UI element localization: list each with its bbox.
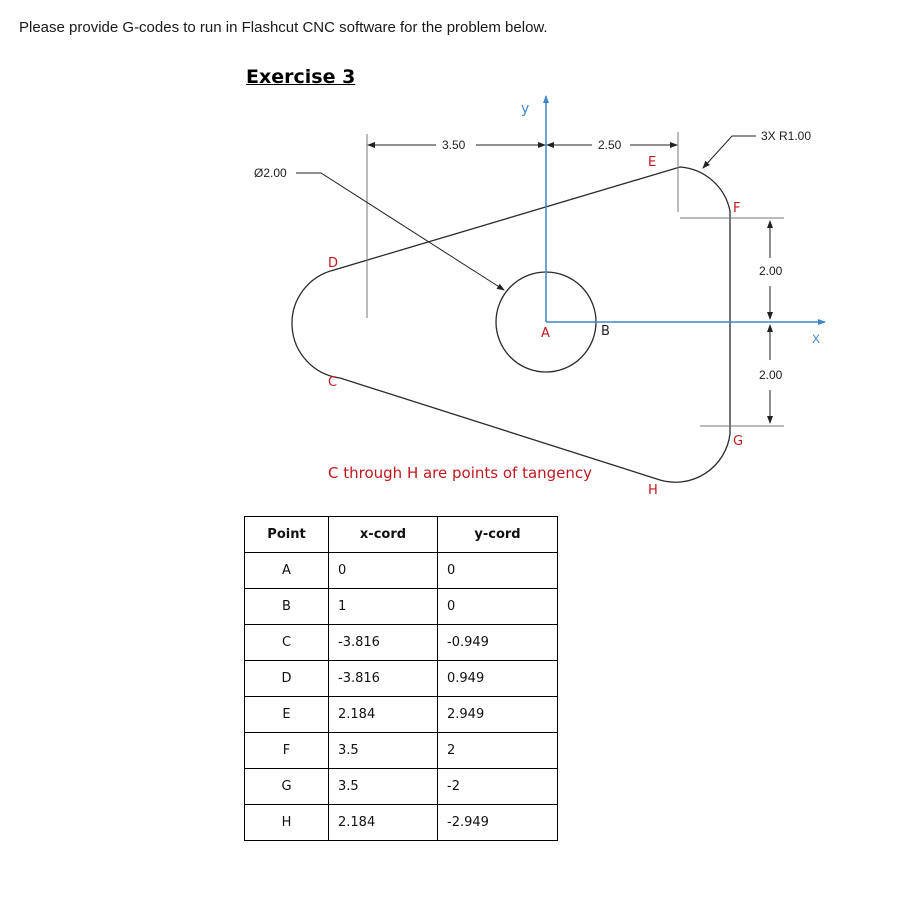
part-outline [292, 167, 730, 482]
point-label-b: B [601, 324, 610, 339]
point-cell: A [245, 553, 329, 589]
x-cell: -3.816 [329, 661, 438, 697]
header-y-cord: y-cord [438, 517, 558, 553]
point-label-g: G [733, 434, 744, 449]
x-cell: -3.816 [329, 625, 438, 661]
table-row [245, 697, 558, 733]
table-row [245, 769, 558, 805]
y-cell: 0 [438, 589, 558, 625]
point-cell: G [245, 769, 329, 805]
y-cell: -2 [438, 769, 558, 805]
table-row [245, 625, 558, 661]
x-cell: 2.184 [329, 697, 438, 733]
table-header-row [245, 517, 558, 553]
header-x-cord: x-cord [329, 517, 438, 553]
dim-radius-text: 3X R1.00 [761, 129, 812, 143]
dim-diameter-text: Ø2.00 [254, 166, 287, 180]
y-cell: 0 [438, 553, 558, 589]
tangency-note: C through H are points of tangency [328, 464, 593, 482]
table-row [245, 661, 558, 697]
point-label-e: E [648, 155, 657, 170]
x-cell: 0 [329, 553, 438, 589]
y-cell: -2.949 [438, 805, 558, 841]
x-cell: 3.5 [329, 733, 438, 769]
point-cell: E [245, 697, 329, 733]
header-point: Point [245, 517, 329, 553]
point-cell: C [245, 625, 329, 661]
x-cell: 1 [329, 589, 438, 625]
y-cell: 0.949 [438, 661, 558, 697]
dim-200-top-text: 2.00 [759, 264, 783, 278]
y-cell: 2.949 [438, 697, 558, 733]
point-cell: H [245, 805, 329, 841]
point-label-a: A [541, 326, 550, 341]
exercise-heading: Exercise 3 [246, 66, 356, 88]
coordinate-table [244, 516, 558, 841]
y-axis-label: y [521, 101, 530, 117]
x-cell: 2.184 [329, 805, 438, 841]
y-cell: 2 [438, 733, 558, 769]
point-label-c: C [328, 375, 338, 390]
dim-350-text: 3.50 [442, 138, 466, 152]
x-cell: 3.5 [329, 769, 438, 805]
instruction-text: Please provide G-codes to run in Flashcut CNC software for the problem below. [19, 19, 548, 36]
point-cell: D [245, 661, 329, 697]
radius-leader [703, 136, 756, 168]
table-row [245, 553, 558, 589]
point-cell: F [245, 733, 329, 769]
table-row [245, 589, 558, 625]
point-label-h: H [648, 483, 658, 498]
point-label-d: D [328, 256, 339, 271]
table-row [245, 733, 558, 769]
point-label-f: F [733, 201, 741, 216]
dim-250-text: 2.50 [598, 138, 622, 152]
table-row [245, 805, 558, 841]
y-cell: -0.949 [438, 625, 558, 661]
point-cell: B [245, 589, 329, 625]
x-axis-label: X [812, 332, 821, 346]
dim-200-bottom-text: 2.00 [759, 368, 783, 382]
